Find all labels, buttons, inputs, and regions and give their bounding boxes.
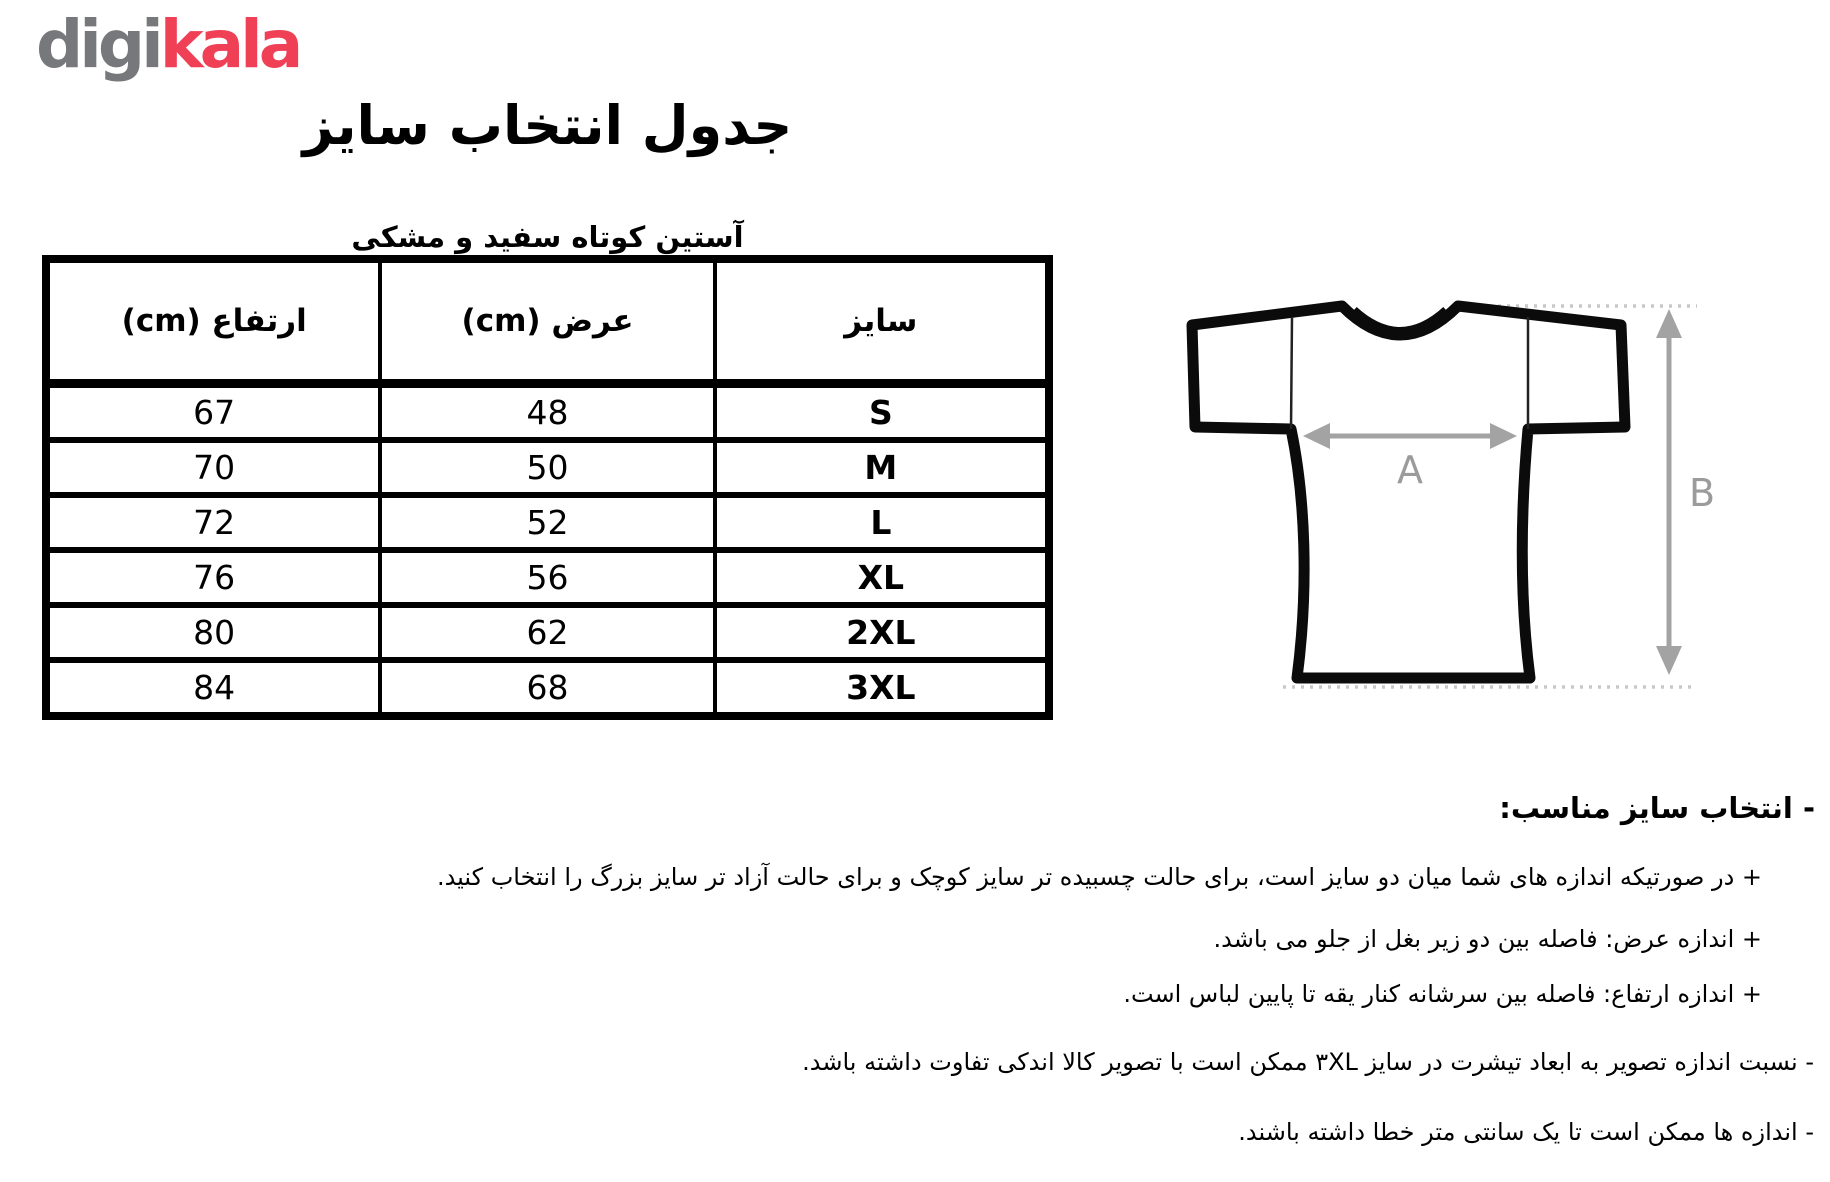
logo-part-digi: digi	[36, 6, 160, 83]
height-value: 76	[46, 550, 380, 605]
height-value: 67	[46, 384, 380, 441]
table-row	[46, 440, 1049, 495]
width-value: 62	[380, 605, 714, 660]
size-value: XL	[715, 550, 1049, 605]
header-height: ارتفاع (cm)	[46, 259, 380, 384]
table-row	[46, 605, 1049, 660]
width-value: 50	[380, 440, 714, 495]
note-item: - نسبت اندازه تصویر به ابعاد تیشرت در سایز ‪۳XL‬ ممکن است با تصویر کالا اندکی تفاوت داشته باشد.	[802, 1048, 1814, 1076]
height-arrow-icon	[1656, 309, 1682, 675]
tshirt-outline	[1192, 306, 1625, 678]
note-item: - اندازه ها ممکن است تا یک سانتی متر خطا داشته باشند.	[1238, 1118, 1814, 1146]
size-value: 3XL	[715, 660, 1049, 716]
height-value: 80	[46, 605, 380, 660]
size-value: 2XL	[715, 605, 1049, 660]
tshirt-diagram-svg	[1140, 276, 1740, 706]
size-value: S	[715, 384, 1049, 441]
table-row	[46, 550, 1049, 605]
note-item: + در صورتیکه اندازه های شما میان دو سایز است، برای حالت چسبیده تر سایز کوچک و برای حالت آزاد تر سایز بزرگ را انتخاب کنید.	[436, 863, 1762, 891]
table-row	[46, 384, 1049, 441]
height-value: 72	[46, 495, 380, 550]
size-table	[42, 255, 1053, 720]
logo-part-kala: kala	[159, 6, 300, 83]
width-value: 68	[380, 660, 714, 716]
height-label: B	[1688, 471, 1716, 515]
notes-heading: - انتخاب سایز مناسب:	[1499, 791, 1815, 825]
header-size: سایز	[715, 259, 1049, 384]
height-value: 84	[46, 660, 380, 716]
left-sleeve-seam	[1291, 317, 1292, 429]
tshirt-measure-diagram	[1140, 276, 1740, 706]
page-subtitle: آستین کوتاه سفید و مشکی	[351, 220, 744, 254]
size-table-header	[46, 259, 1049, 384]
note-item: + اندازه عرض: فاصله بین دو زیر بغل از جلو می باشد.	[1213, 925, 1762, 953]
table-row	[46, 495, 1049, 550]
width-label: A	[1397, 448, 1423, 492]
width-value: 56	[380, 550, 714, 605]
table-row	[46, 660, 1049, 716]
header-row	[46, 259, 1049, 384]
note-item: + اندازه ارتفاع: فاصله بین سرشانه کنار یقه تا پایین لباس است.	[1123, 980, 1762, 1008]
size-table-body	[46, 384, 1049, 717]
width-value: 52	[380, 495, 714, 550]
height-value: 70	[46, 440, 380, 495]
size-value: M	[715, 440, 1049, 495]
digikala-logo	[36, 6, 300, 83]
width-value: 48	[380, 384, 714, 441]
header-width: عرض (cm)	[380, 259, 714, 384]
size-value: L	[715, 495, 1049, 550]
page-title: جدول انتخاب سایز	[302, 94, 793, 157]
